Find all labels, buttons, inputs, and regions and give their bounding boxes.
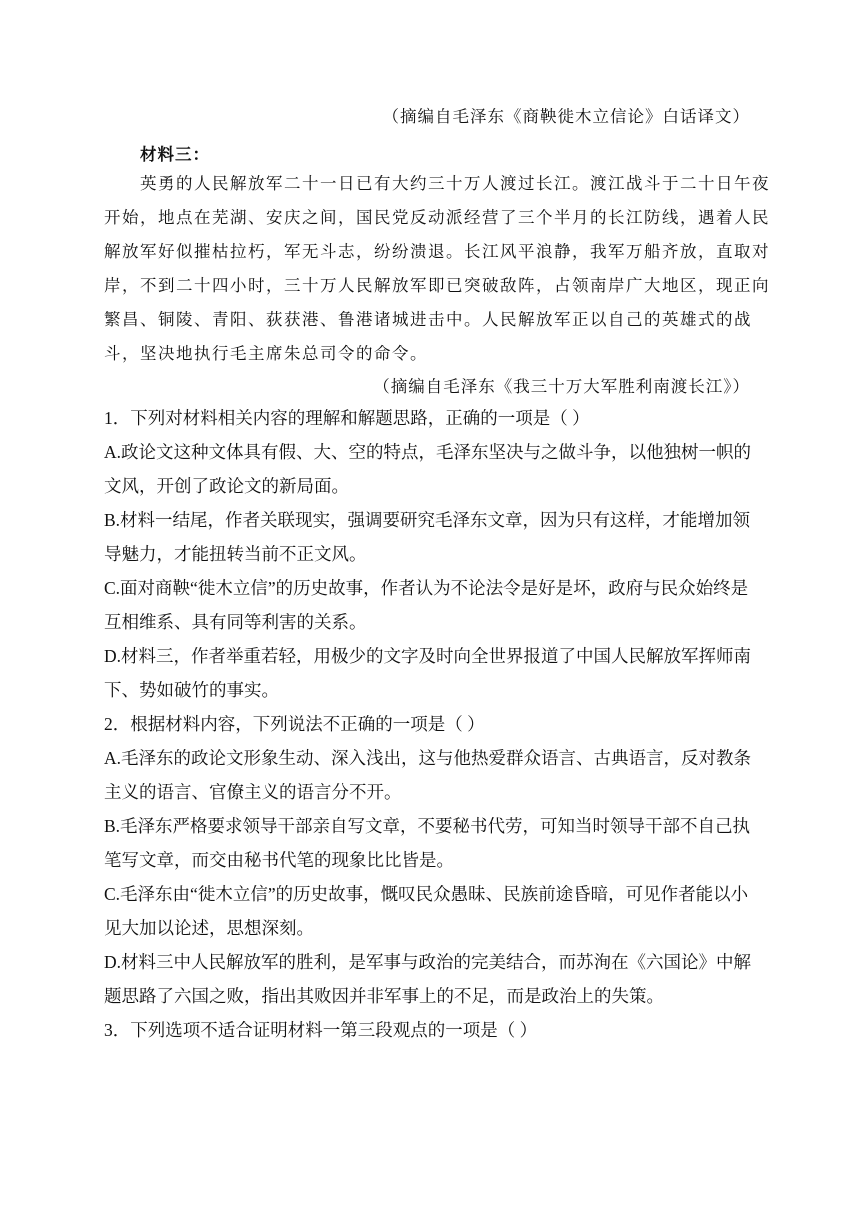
- option-c-line: C.面对商鞅“徙木立信”的历史故事，作者认为不论法令是好是坏，政府与民众始终是: [104, 578, 749, 598]
- option-b-line: B.毛泽东严格要求领导干部亲自写文章，不要秘书代劳，可知当时领导干部不自己执: [104, 816, 751, 836]
- option-b-line: B.材料一结尾，作者关联现实，强调要研究毛泽东文章，因为只有这样，才能增加领: [104, 510, 751, 530]
- question-stem: 2．根据材料内容，下列说法不正确的一项是（ ）: [104, 714, 485, 734]
- option-c-line: 见大加以论述，思想深刻。: [104, 918, 314, 938]
- question-stem: 1．下列对材料相关内容的理解和解题思路，正确的一项是（ ）: [104, 408, 590, 428]
- option-c-line: C.毛泽东由“徙木立信”的历史故事，慨叹民众愚昧、民族前途昏暗，可见作者能以小: [104, 884, 749, 904]
- material-3-paragraph: [104, 167, 770, 371]
- option-d-line: 题思路了六国之败，指出其败因并非军事上的不足，而是政治上的失策。: [104, 986, 664, 1006]
- option-b-line: 导魅力，才能扭转当前不正文风。: [104, 544, 367, 564]
- question-3: [104, 1013, 764, 1047]
- material-3-heading: 材料三：: [140, 145, 210, 164]
- option-a-line: A.政论文这种文体具有假、大、空的特点，毛泽东坚决与之做斗争，以他独树一帜的: [104, 442, 752, 462]
- option-a-line: 主义的语言、官僚主义的语言分不开。: [104, 782, 402, 802]
- question-1: [104, 401, 764, 707]
- option-d-line: 下、势如破竹的事实。: [104, 680, 279, 700]
- question-stem: 3．下列选项不适合证明材料一第三段观点的一项是（ ）: [104, 1020, 538, 1040]
- paragraph-line: 解放军好似摧枯拉朽，军无斗志，纷纷溃退。长江风平浪静，我军万船齐放，直取对: [104, 242, 770, 261]
- paragraph-line: 英勇的人民解放军二十一日已有大约三十万人渡过长江。渡江战斗于二十日午夜: [140, 174, 770, 193]
- option-b-line: 笔写文章，而交由秘书代笔的现象比比皆是。: [104, 850, 454, 870]
- option-a-line: 文风，开创了政论文的新局面。: [104, 476, 349, 496]
- paragraph-line: 繁昌、铜陵、青阳、荻获港、鲁港诸城进击中。人民解放军正以自己的英雄式的战: [104, 310, 752, 329]
- source-citation-material-3: （摘编自毛泽东《我三十万大军胜利南渡长江》）: [373, 377, 750, 396]
- paragraph-line: 岸，不到二十四小时，三十万人民解放军即已突破敌阵，占领南岸广大地区，现正向: [104, 276, 770, 295]
- paragraph-line: 开始，地点在芜湖、安庆之间，国民党反动派经营了三个半月的长江防线，遇着人民: [104, 208, 770, 227]
- option-a-line: A.毛泽东的政论文形象生动、深入浅出，这与他热爱群众语言、古典语言，反对教条: [104, 748, 752, 768]
- option-d-line: D.材料三，作者举重若轻，用极少的文字及时向全世界报道了中国人民解放军挥师南: [104, 646, 752, 666]
- option-d-line: D.材料三中人民解放军的胜利，是军事与政治的完美结合，而苏洵在《六国论》中解: [104, 952, 752, 972]
- question-2: [104, 707, 764, 1013]
- paragraph-line: 斗，坚决地执行毛主席朱总司令的命令。: [104, 344, 428, 363]
- source-citation-top: （摘编自毛泽东《商鞅徙木立信论》白话译文）: [382, 107, 750, 126]
- option-c-line: 互相维系、具有同等利害的关系。: [104, 612, 367, 632]
